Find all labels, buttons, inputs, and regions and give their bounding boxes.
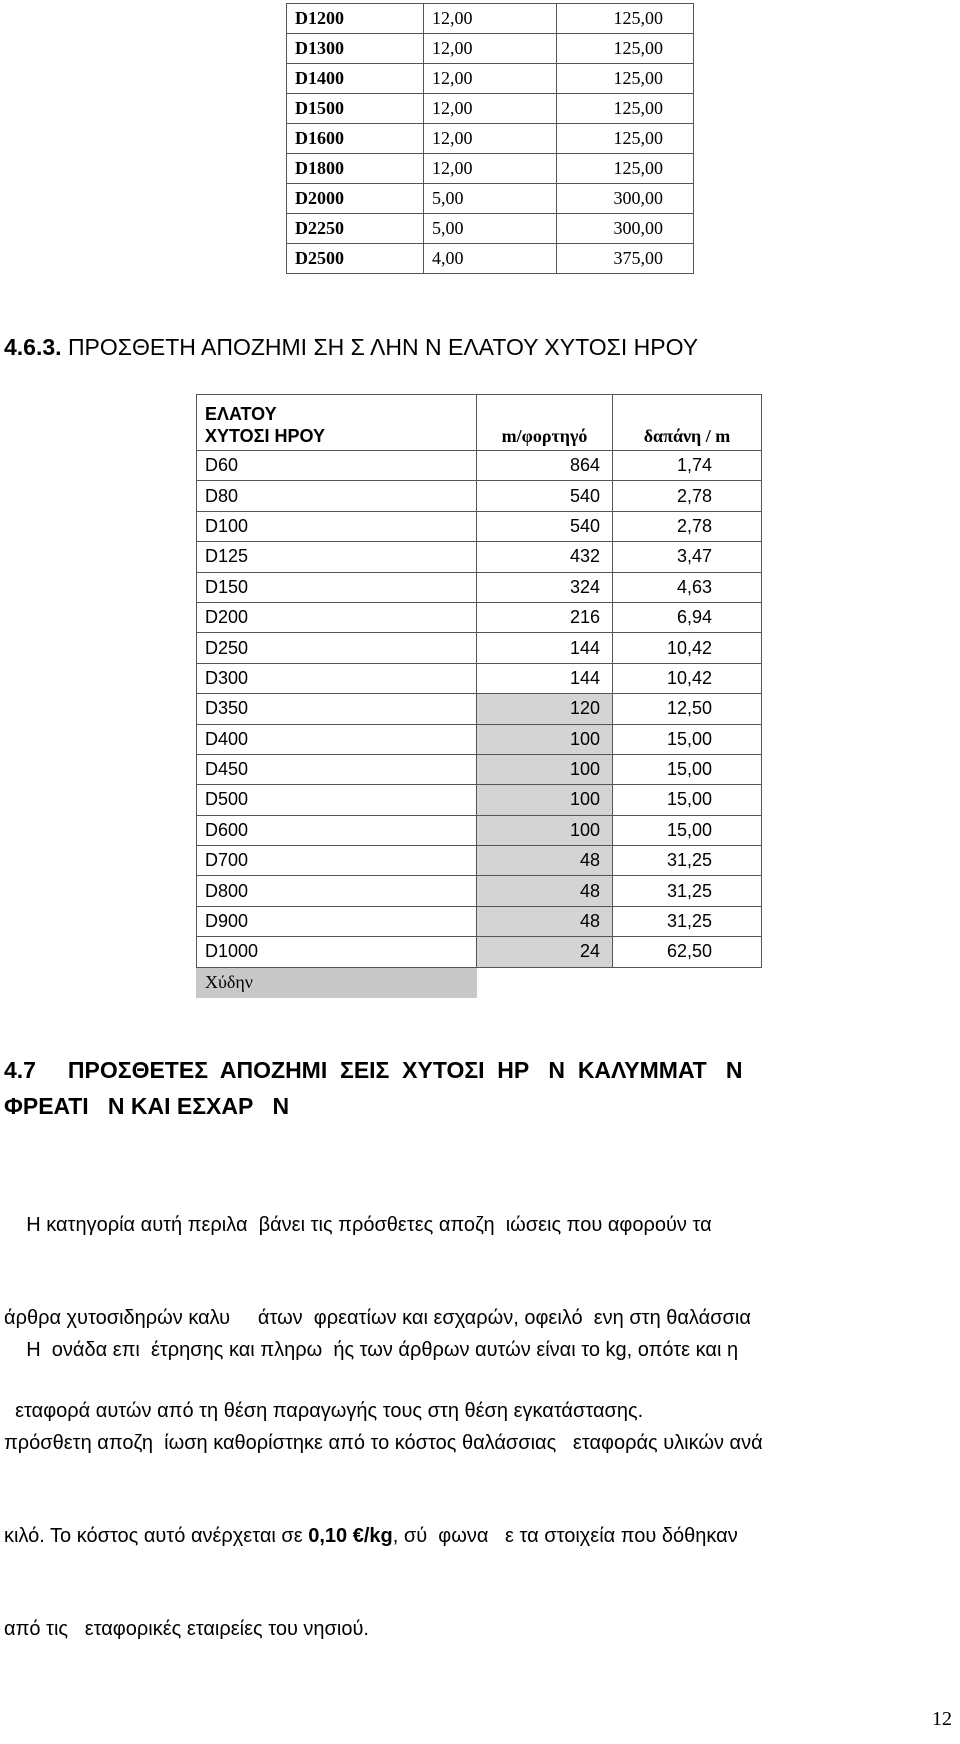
table-cell: 12,00: [424, 64, 557, 94]
table-row: [197, 937, 762, 967]
empty-cell: [613, 967, 762, 997]
table-cell: D200: [197, 602, 477, 632]
table-row: [287, 154, 694, 184]
table-row: [287, 94, 694, 124]
section-heading-4-6-3: [4, 334, 698, 361]
table-cell: 5,00: [424, 214, 557, 244]
table-cell: 10,42: [613, 633, 762, 663]
table-cell: D125: [197, 542, 477, 572]
table-row: [287, 214, 694, 244]
table-cell: D1200: [287, 4, 424, 34]
page-number: 12: [932, 1708, 952, 1730]
table-cell: 864: [477, 451, 613, 481]
table-row: [197, 481, 762, 511]
table-cell: 15,00: [613, 815, 762, 845]
table-row: [287, 34, 694, 64]
table-cell: 125,00: [557, 124, 694, 154]
table-cell: 48: [477, 876, 613, 906]
table-header-row: [197, 395, 762, 451]
section-4-7-title-line1: 4.7 ΠΡΟΣΘΕΤΕΣ ΑΠΟΖΗΜΙ ΣΕΙΣ ΧΥΤΟΣΙ ΗΡ Ν ΚΑΛΥΜΜΑΤ Ν: [4, 1057, 743, 1083]
table-cell: 125,00: [557, 34, 694, 64]
table-cell: 48: [477, 846, 613, 876]
table-row: [197, 694, 762, 724]
table-cell: D450: [197, 754, 477, 784]
table-cell: 125,00: [557, 94, 694, 124]
table-cell: 12,00: [424, 4, 557, 34]
table-cell: D150: [197, 572, 477, 602]
table-cell: 1,74: [613, 451, 762, 481]
paragraph-line: εταφορά αυτών από τη θέση παραγωγής τους στη θέση εγκατάστασης.: [4, 1400, 644, 1422]
table-cell: 15,00: [613, 724, 762, 754]
paragraph-line: από τις εταφορικές εταιρείες του νησιού.: [4, 1618, 369, 1640]
table-row-bulk: [197, 967, 762, 997]
table-cell: 5,00: [424, 184, 557, 214]
section-title: ΠΡΟΣΘΕΤΗ ΑΠΟΖΗΜΙ ΣΗ Σ ΛΗΝ Ν ΕΛΑΤΟΥ ΧΥΤΟΣΙ ΗΡΟΥ: [67, 334, 699, 360]
header-cost-per-meter: δαπάνη / m: [613, 395, 762, 451]
empty-cell: [477, 967, 613, 997]
text-run: , σύ φωνα ε τα στοιχεία που δόθηκαν: [392, 1525, 738, 1547]
table-cell: 10,42: [613, 663, 762, 693]
paragraph-line: άρθρα χυτοσιδηρών καλυ άτων φρεατίων και εσχαρών, οφειλό ενη στη θαλάσσια: [4, 1307, 751, 1329]
table-cell: 31,25: [613, 906, 762, 936]
table-row: [287, 64, 694, 94]
table-cell: D2500: [287, 244, 424, 274]
table-cell: D900: [197, 906, 477, 936]
table-row: [197, 663, 762, 693]
table-cell: 15,00: [613, 785, 762, 815]
table-cell: 120: [477, 694, 613, 724]
paragraph-line: Η ονάδα επι έτρησης και πληρω ής των άρθρων αυτών είναι το kg, οπότε και η: [4, 1339, 739, 1361]
table-cell: D100: [197, 511, 477, 541]
table-row: [197, 511, 762, 541]
section-number: 4.6.3.: [4, 334, 62, 360]
table-cell: 216: [477, 602, 613, 632]
table-cell: 125,00: [557, 4, 694, 34]
table-cell: 144: [477, 633, 613, 663]
table-cell: 6,94: [613, 602, 762, 632]
table-row: [197, 906, 762, 936]
table-cell: D800: [197, 876, 477, 906]
table-cell: 375,00: [557, 244, 694, 274]
table-cell: D1300: [287, 34, 424, 64]
table-cell: 2,78: [613, 511, 762, 541]
table-row: [287, 124, 694, 154]
diameter-table-continued: [286, 3, 694, 274]
table-cell: 125,00: [557, 154, 694, 184]
table-cell: 100: [477, 724, 613, 754]
table-cell: 300,00: [557, 184, 694, 214]
table-cell: D400: [197, 724, 477, 754]
table-cell: 31,25: [613, 846, 762, 876]
table-cell: 125,00: [557, 64, 694, 94]
table-row: [197, 724, 762, 754]
table-row: [197, 572, 762, 602]
table-cell: 62,50: [613, 937, 762, 967]
table-row: [197, 633, 762, 663]
table-cell: 24: [477, 937, 613, 967]
table-row: [197, 754, 762, 784]
table-cell: 3,47: [613, 542, 762, 572]
table-cell: 12,00: [424, 124, 557, 154]
table-cell: 2,78: [613, 481, 762, 511]
paragraph-line: [4, 1521, 956, 1552]
bulk-label: Χύδην: [197, 967, 477, 997]
table-cell: D1500: [287, 94, 424, 124]
paragraph-2: [4, 1273, 956, 1707]
table-cell: 48: [477, 906, 613, 936]
table-row: [287, 244, 694, 274]
table-cell: D1000: [197, 937, 477, 967]
table-cell: 12,00: [424, 94, 557, 124]
header-pipe-type-line1: ΕΛΑΤΟΥ: [205, 404, 277, 424]
table-cell: D80: [197, 481, 477, 511]
table-cell: 100: [477, 785, 613, 815]
table-cell: 12,00: [424, 154, 557, 184]
table-cell: 31,25: [613, 876, 762, 906]
paragraph-line: πρόσθετη αποζη ίωση καθορίστηκε από το κόστος θαλάσσιας εταφοράς υλικών ανά: [4, 1432, 763, 1454]
table-row: [287, 184, 694, 214]
table-cell: 100: [477, 815, 613, 845]
cost-per-kg-value: 0,10 €/kg: [308, 1525, 393, 1547]
table-row: [197, 542, 762, 572]
table-row: [197, 451, 762, 481]
table-row: [197, 876, 762, 906]
table-cell: D600: [197, 815, 477, 845]
table-cell: 12,00: [424, 34, 557, 64]
header-meters-per-truck: m/φορτηγό: [477, 395, 613, 451]
table-cell: D300: [197, 663, 477, 693]
table-cell: D350: [197, 694, 477, 724]
table-cell: D1600: [287, 124, 424, 154]
table-cell: D700: [197, 846, 477, 876]
table-cell: 300,00: [557, 214, 694, 244]
table-cell: D250: [197, 633, 477, 663]
section-4-7-title-line2: ΦΡΕΑΤΙ Ν ΚΑΙ ΕΣΧΑΡ Ν: [4, 1093, 290, 1119]
table-row: [287, 4, 694, 34]
table-cell: D1800: [287, 154, 424, 184]
pipe-transport-cost-table: [196, 394, 762, 998]
table-cell: 324: [477, 572, 613, 602]
table-cell: 540: [477, 481, 613, 511]
table-cell: D1400: [287, 64, 424, 94]
table-cell: D60: [197, 451, 477, 481]
table-row: [197, 815, 762, 845]
table-cell: D2000: [287, 184, 424, 214]
table-cell: D500: [197, 785, 477, 815]
table-cell: 12,50: [613, 694, 762, 724]
table-cell: D2250: [287, 214, 424, 244]
table-cell: 4,00: [424, 244, 557, 274]
table-cell: 100: [477, 754, 613, 784]
table-row: [197, 846, 762, 876]
section-heading-4-7: [4, 1052, 742, 1124]
table-cell: 4,63: [613, 572, 762, 602]
table-cell: 15,00: [613, 754, 762, 784]
table-row: [197, 785, 762, 815]
text-run: κιλό. Το κόστος αυτό ανέρχεται σε: [4, 1525, 309, 1547]
header-pipe-type: [197, 395, 477, 451]
table-cell: 144: [477, 663, 613, 693]
table-cell: 432: [477, 542, 613, 572]
table-row: [197, 602, 762, 632]
table-cell: 540: [477, 511, 613, 541]
header-pipe-type-line2: ΧΥΤΟΣΙ ΗΡΟΥ: [205, 426, 325, 446]
paragraph-line: Η κατηγορία αυτή περιλα βάνει τις πρόσθετες αποζη ιώσεις που αφορούν τα: [4, 1214, 712, 1236]
